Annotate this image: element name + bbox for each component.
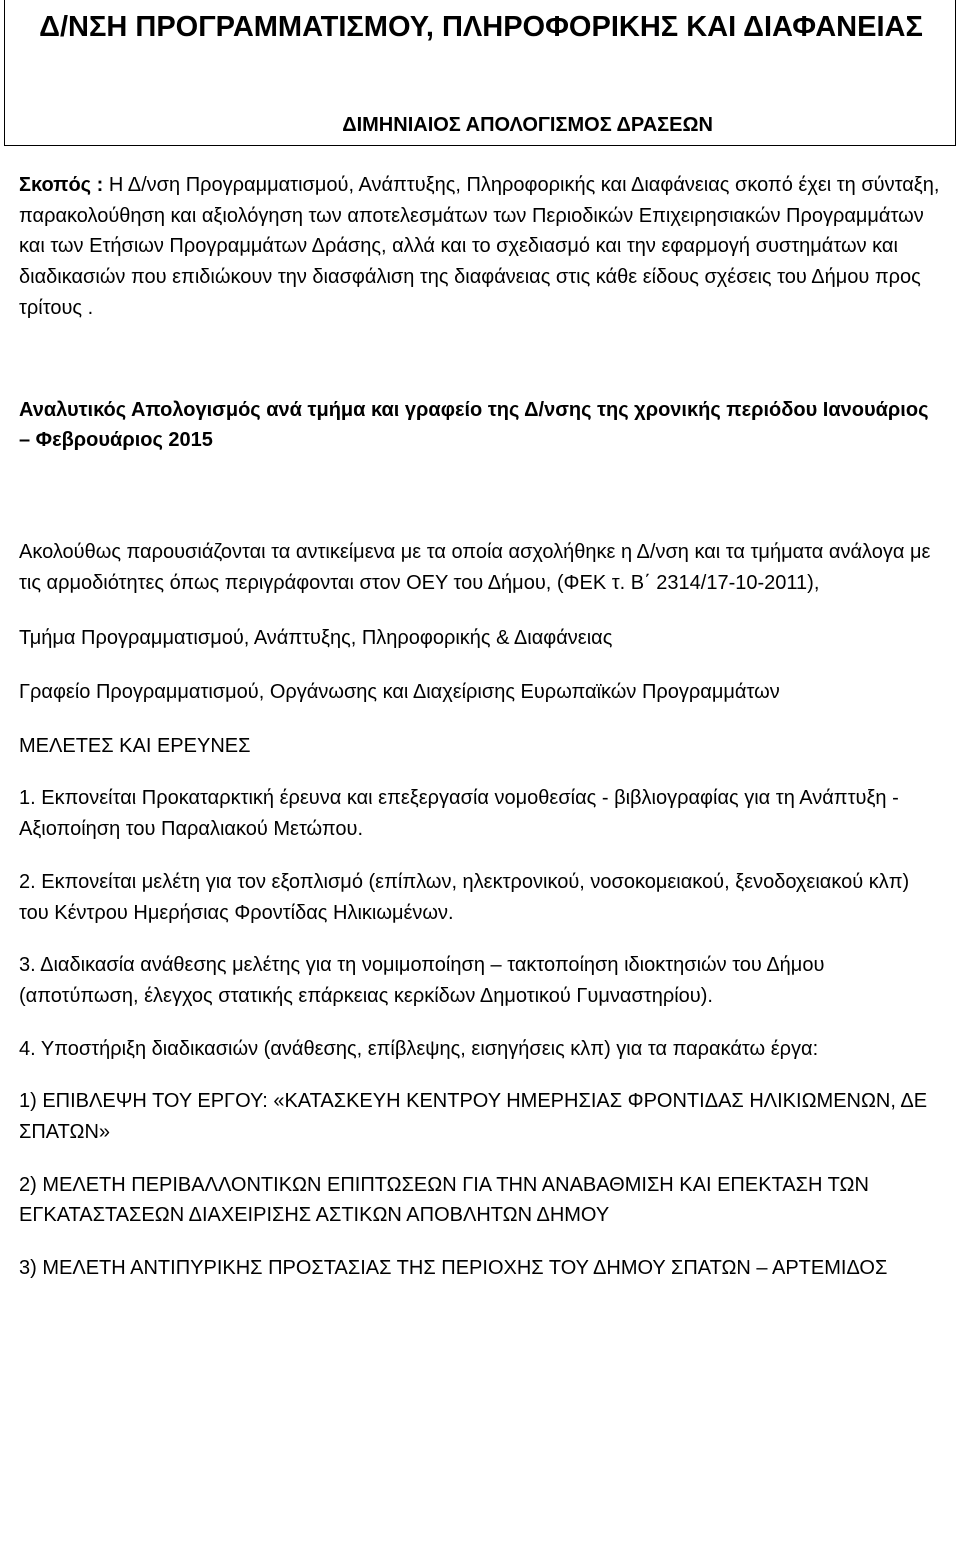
purpose-text: Η Δ/νση Προγραμματισμού, Ανάπτυξης, Πληροφορικής και Διαφάνειας σκοπό έχει τη σύνταξη, παρακολούθηση και αξιολόγηση των αποτελεσμάτων των Περιοδικών Επιχειρησιακών Προγραμμάτων και των Ετήσιων Προγραμμάτων Δράσης, αλλά και το σχεδιασμό και την εφαρμογή συστημάτων και διαδικασιών που επιδιώκουν την διασφάλιση της διαφάνειας στις κάθε είδους σχέσεις του Δήμου προς τρίτους . xyxy=(19,174,940,319)
work-item: 2) ΜΕΛΕΤΗ ΠΕΡΙΒΑΛΛΟΝΤΙΚΩΝ ΕΠΙΠΤΩΣΕΩΝ ΓΙΑ ΤΗΝ ΑΝΑΒΑΘΜΙΣΗ ΚΑΙ ΕΠΕΚΤΑΣΗ ΤΩΝ ΕΓΚΑΤΑΣΤΑΣΕΩΝ ΔΙΑΧΕΙΡΙΣΗΣ ΑΣΤΙΚΩΝ ΑΠΟΒΛΗΤΩΝ ΔΗΜΟΥ xyxy=(19,1173,869,1227)
purpose-label: Σκοπός : xyxy=(19,174,104,196)
section-heading: ΜΕΛΕΤΕΣ ΚΑΙ ΕΡΕΥΝΕΣ xyxy=(19,734,251,757)
work-item: 3) ΜΕΛΕΤΗ ΑΝΤΙΠΥΡΙΚΗΣ ΠΡΟΣΤΑΣΙΑΣ ΤΗΣ ΠΕΡΙΟΧΗΣ ΤΟΥ ΔΗΜΟΥ ΣΠΑΤΩΝ – ΑΡΤΕΜΙΔΟΣ xyxy=(19,1257,888,1280)
list-item: 2. Εκπονείται μελέτη για τον εξοπλισμό (επίπλων, ηλεκτρονικού, νοσοκομειακού, ξενοδοχειακού κλπ) του Κέντρου Ημερήσιας Φροντίδας Ηλικιωμένων. xyxy=(19,870,910,924)
work-item: 1) ΕΠΙΒΛΕΨΗ ΤΟΥ ΕΡΓΟΥ: «ΚΑΤΑΣΚΕΥΗ ΚΕΝΤΡΟΥ ΗΜΕΡΗΣΙΑΣ ΦΡΟΝΤΙΔΑΣ ΗΛΙΚΙΩΜΕΝΩΝ, ΔΕ ΣΠΑΤΩΝ» xyxy=(19,1090,928,1144)
document-body xyxy=(19,170,944,1284)
analytic-heading: Αναλυτικός Απολογισμός ανά τμήμα και γραφείο της Δ/νσης της χρονικής περιόδου Ιανουάριος – Φεβρουάριος 2015 xyxy=(19,398,929,452)
document-title: Δ/ΝΣΗ ΠΡΟΓΡΑΜΜΑΤΙΣΜΟΥ, ΠΛΗΡΟΦΟΡΙΚΗΣ ΚΑΙ ΔΙΑΦΑΝΕΙΑΣ xyxy=(39,11,923,43)
header-box xyxy=(4,0,956,146)
purpose-paragraph xyxy=(19,170,944,324)
office-line: Γραφείο Προγραμματισμού, Οργάνωσης και Διαχείρισης Ευρωπαϊκών Προγραμμάτων xyxy=(19,681,780,704)
list-item: 3. Διαδικασία ανάθεσης μελέτης για τη νομιμοποίηση – τακτοποίηση ιδιοκτησιών του Δήμου (αποτύπωση, έλεγχος στατικής επάρκειας κερκίδων Δημοτικού Γυμναστηρίου). xyxy=(19,954,825,1007)
department-line: Τμήμα Προγραμματισμού, Ανάπτυξης, Πληροφορικής & Διαφάνειας xyxy=(19,627,613,650)
document-subtitle: ΔΙΜΗΝΙΑΙΟΣ ΑΠΟΛΟΓΙΣΜΟΣ ΔΡΑΣΕΩΝ xyxy=(342,114,713,136)
intro-paragraph: Ακολούθως παρουσιάζονται τα αντικείμενα με τα οποία ασχολήθηκε η Δ/νση και τα τμήματα ανάλογα με τις αρμοδιότητες όπως περιγράφονται στον ΟΕΥ του Δήμου, (ΦΕΚ τ. Β΄ 2314/17-10-2011), xyxy=(19,540,931,594)
list-item: 1. Εκπονείται Προκαταρκτική έρευνα και επεξεργασία νομοθεσίας - βιβλιογραφίας για τη Ανάπτυξη - Αξιοποίηση του Παραλιακού Μετώπου. xyxy=(19,787,899,841)
list-item: 4. Υποστήριξη διαδικασιών (ανάθεσης, επίβλεψης, εισηγήσεις κλπ) για τα παρακάτω έργα: xyxy=(19,1037,819,1060)
